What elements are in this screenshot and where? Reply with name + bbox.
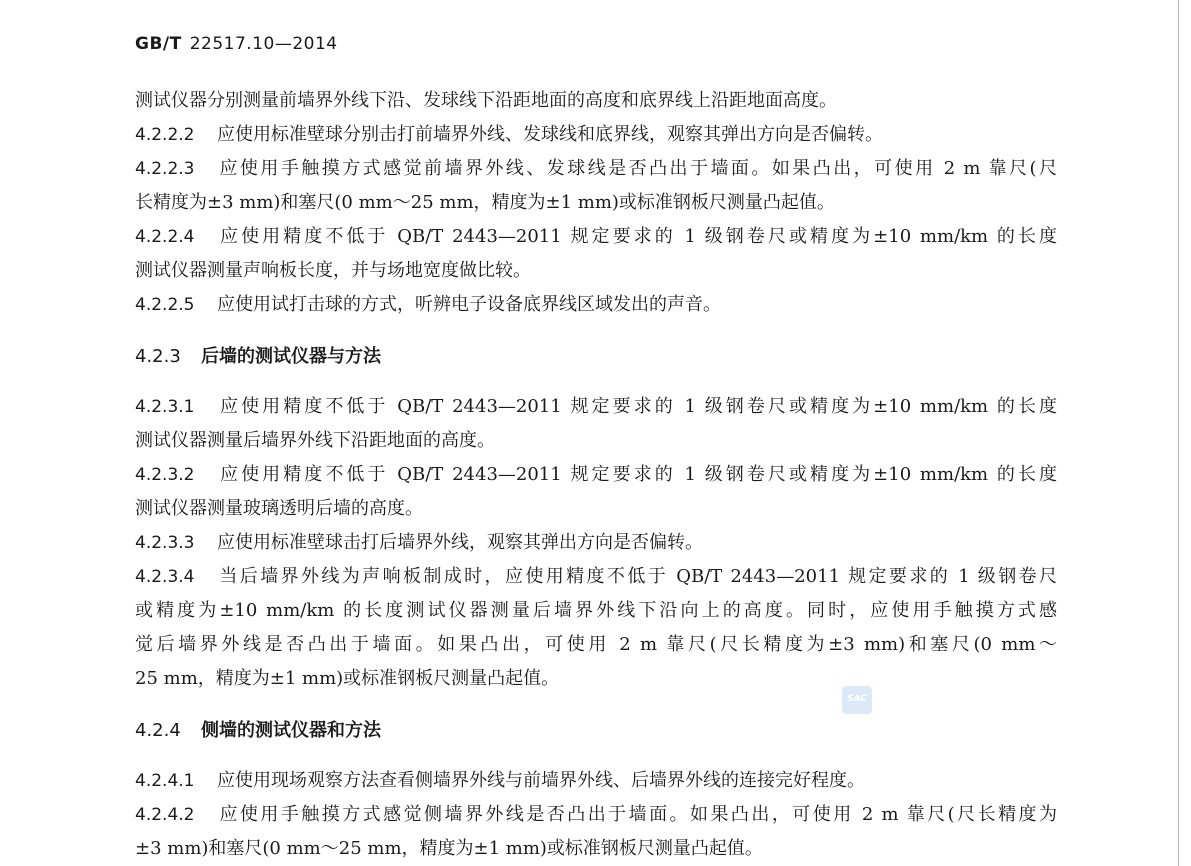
line-text: 觉后墙界外线是否凸出于墙面。如果凸出，可使用 2 m 靠尺(尺长精度为±3 mm)和塞尺(0 mm～ [135,634,1057,655]
section-heading-4-2-4 [135,714,1057,748]
line-text: 或精度为±10 mm/km 的长度测试仪器测量后墙界外线下沿向上的高度。同时，应使用手触摸方式感 [135,600,1057,621]
line-text: 应使用手触摸方式感觉前墙界外线、发球线是否凸出于墙面。如果凸出，可使用 2 m 靠尺(尺 [217,158,1057,179]
line-text: 应使用标准壁球分别击打前墙界外线、发球线和底界线，观察其弹出方向是否偏转。 [217,124,883,145]
line-text: 测试仪器分别测量前墙界外线下沿、发球线下沿距地面的高度和底界线上沿距地面高度。 [135,90,837,111]
line-text: 应使用精度不低于 QB/T 2443—2011 规定要求的 1 级钢卷尺或精度为±10 mm/km 的长度 [217,464,1057,485]
clause-number: 4.2.4.2 [135,805,195,825]
clause-number: 4.2.2.2 [135,125,195,145]
document-body [135,84,1057,866]
clause-number: 4.2.4.1 [135,771,195,791]
text-line [135,628,1057,662]
line-text: 应使用精度不低于 QB/T 2443—2011 规定要求的 1 级钢卷尺或精度为±10 mm/km 的长度 [217,226,1057,247]
standard-code: GB/T [135,34,182,54]
line-text: 当后墙界外线为声响板制成时，应使用精度不低于 QB/T 2443—2011 规定要求的 1 级钢卷尺 [217,566,1057,587]
section-number: 4.2.3 [135,346,181,367]
clause-4-2-3-3 [135,526,1057,560]
line-text: 应使用手触摸方式感觉侧墙界外线是否凸出于墙面。如果凸出，可使用 2 m 靠尺(尺长精度为 [217,804,1057,825]
section-heading-4-2-3 [135,340,1057,374]
clause-number: 4.2.2.5 [135,295,195,315]
clause-4-2-2-3 [135,152,1057,186]
line-text: ±3 mm)和塞尺(0 mm～25 mm，精度为±1 mm)或标准钢板尺测量凸起值。 [135,838,763,859]
line-text: 应使用精度不低于 QB/T 2443—2011 规定要求的 1 级钢卷尺或精度为±10 mm/km 的长度 [217,396,1057,417]
line-text: 长精度为±3 mm)和塞尺(0 mm～25 mm，精度为±1 mm)或标准钢板尺测量凸起值。 [135,192,835,213]
section-title: 侧墙的测试仪器和方法 [201,720,381,741]
text-line [135,254,1057,288]
page-edge-rule [1178,0,1179,866]
line-text: 25 mm，精度为±1 mm)或标准钢板尺测量凸起值。 [135,668,560,689]
text-line [135,492,1057,526]
text-line [135,594,1057,628]
clause-4-2-4-1 [135,764,1057,798]
clause-4-2-2-5 [135,288,1057,322]
text-line [135,832,1057,866]
page-header [135,34,338,54]
text-line [135,662,1057,696]
section-title: 后墙的测试仪器与方法 [201,346,381,367]
line-text: 测试仪器测量玻璃透明后墙的高度。 [135,498,423,519]
section-number: 4.2.4 [135,720,181,741]
text-line [135,186,1057,220]
clause-4-2-2-4 [135,220,1057,254]
clause-4-2-3-4 [135,560,1057,594]
text-line [135,424,1057,458]
line-text: 应使用现场观察方法查看侧墙界外线与前墙界外线、后墙界外线的连接完好程度。 [217,770,865,791]
clause-4-2-3-2 [135,458,1057,492]
clause-4-2-3-1 [135,390,1057,424]
sac-watermark-logo [842,686,872,714]
clause-number: 4.2.3.1 [135,397,195,417]
watermark-text: SAC [847,694,867,704]
clause-number: 4.2.2.4 [135,227,195,247]
clause-4-2-2-2 [135,118,1057,152]
line-text: 测试仪器测量后墙界外线下沿距地面的高度。 [135,430,495,451]
standard-number: 22517.10—2014 [189,34,338,54]
line-text: 测试仪器测量声响板长度，并与场地宽度做比较。 [135,260,531,281]
line-text: 应使用标准壁球击打后墙界外线，观察其弹出方向是否偏转。 [217,532,703,553]
clause-number: 4.2.3.4 [135,567,195,587]
clause-4-2-4-2 [135,798,1057,832]
clause-number: 4.2.3.2 [135,465,195,485]
clause-number: 4.2.2.3 [135,159,195,179]
text-line [135,84,1057,118]
line-text: 应使用试打击球的方式，听辨电子设备底界线区域发出的声音。 [217,294,721,315]
clause-number: 4.2.3.3 [135,533,195,553]
